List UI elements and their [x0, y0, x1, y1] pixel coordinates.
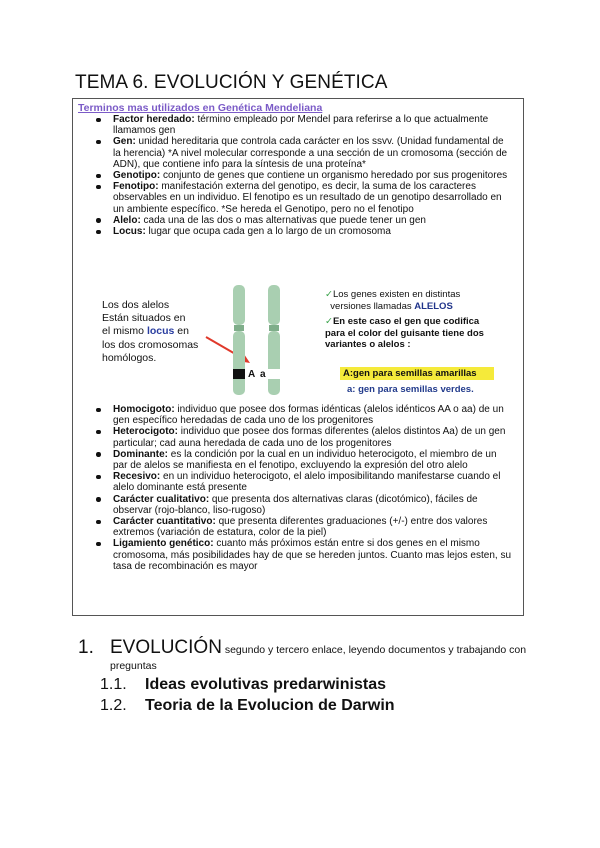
definition-item — [73, 471, 513, 493]
caption-line: ✓En este caso el gen que codifica — [325, 316, 480, 327]
definition-item — [73, 404, 513, 426]
caption-line: para el color del guisante tiene dos — [325, 327, 484, 339]
definition-item — [73, 538, 513, 572]
definition-text: lugar que ocupa cada gen a lo largo de un cromosoma — [145, 226, 391, 238]
page-title: TEMA 6. EVOLUCIÓN Y GENÉTICA — [75, 72, 388, 93]
definition-term: Factor heredado: — [113, 114, 195, 125]
figure-caption-left — [102, 299, 214, 365]
section-number: 1. — [78, 637, 94, 658]
figure-caption-right — [325, 289, 515, 351]
glossary-box — [72, 98, 524, 616]
allele-a-label: a — [260, 369, 266, 380]
definition-text: cuanto más próximos están entre si dos genes en el mismo cromosoma, más posibilidades hay de que se hereden juntos. Cuanto mas lejos esten, su tasa de recombinación es mayor — [113, 538, 512, 572]
definition-item — [73, 516, 513, 538]
definition-text: individuo que posee dos formas diferentes (alelos distintos Aa) de un gen particular; cad auna heredada de cada uno de los progenitores — [113, 426, 506, 449]
caption-line: Están situados en — [102, 312, 186, 325]
definition-term: Fenotipo: — [113, 181, 159, 193]
definition-term: Homocigoto: — [113, 404, 175, 415]
glossary-list-top — [73, 114, 513, 237]
definition-term: Genotipo: — [113, 170, 161, 182]
allele-A-highlight: A:gen para semillas amarillas — [340, 367, 494, 380]
glossary-heading[interactable]: Terminos mas utilizados en Genética Mendeliana — [78, 102, 323, 114]
section-note-continued: preguntas — [110, 660, 157, 672]
glossary-list-bottom — [73, 404, 513, 572]
definition-item — [73, 170, 513, 181]
alelos-word: ALELOS — [414, 300, 453, 312]
definition-text: que presenta diferentes graduaciones (+/-) entre dos valores extremos (variación de estatura, color de la piel) — [113, 516, 488, 539]
definition-text: cada una de las dos o mas alternativas que puede tener un gen — [140, 214, 426, 226]
caption-line: Los dos alelos — [102, 299, 170, 311]
subsection-title: Ideas evolutivas predarwinistas — [145, 676, 386, 693]
definition-text: en un individuo heterocigoto, el alelo imposibilitando manifestarse cuando el alelo dominante está presente — [113, 471, 501, 494]
subsection-number: 1.2. — [100, 697, 127, 714]
definition-text: conjunto de genes que contiene un organismo heredado por sus progenitores — [160, 170, 508, 182]
caption-line: variantes o alelos : — [325, 339, 411, 350]
definition-item — [73, 215, 513, 226]
caption-line: los dos cromosomas — [102, 338, 199, 351]
definition-item — [73, 449, 513, 471]
definition-term: Gen: — [113, 136, 136, 148]
definition-term: Alelo: — [113, 214, 141, 226]
section-note: segundo y tercero enlace, leyendo documentos y trabajando con — [221, 644, 527, 656]
definition-text: unidad hereditaria que controla cada carácter en los ssvv. (Unidad fundamental de la herencia) *A nivel molecular corresponde a una sección de un cromosoma (sección de ADN), que contiene info para la síntesis de una proteína* — [113, 136, 508, 170]
definition-term: Recesivo: — [113, 471, 161, 483]
allele-A-label: A — [248, 369, 256, 380]
caption-line: el mismo locus en — [102, 325, 189, 338]
definition-text: que presenta dos alternativas claras (dicotómico), fáciles de observar (rojo-blanco, liso-rugoso) — [113, 493, 478, 516]
definition-item — [73, 136, 513, 170]
caption-line: ✓Los genes existen en distintas — [325, 289, 461, 300]
chromosome-right — [268, 285, 280, 395]
chromosome-left — [233, 285, 245, 395]
allele-figure — [100, 285, 510, 401]
definition-text: término empleado por Mendel para referirse a lo que actualmente llamamos gen — [113, 114, 489, 137]
definition-text: manifestación externa del genotipo, es decir, la suma de los caracteres observables en un individuo. El fenotipo es un resultado de un genotipo desarrollado en un ambiente específico. *Se hereda el Genotipo, pero no el fenotipo — [113, 181, 502, 215]
definition-item — [73, 114, 513, 136]
check-icon: ✓ — [325, 289, 333, 300]
subsection-heading — [100, 676, 386, 694]
check-icon: ✓ — [325, 316, 333, 327]
arrow-icon — [204, 335, 254, 365]
caption-line: homólogos. — [102, 351, 157, 364]
definition-item — [73, 226, 513, 237]
definition-term: Ligamiento genético: — [113, 538, 214, 550]
subsection-number: 1.1. — [100, 676, 127, 693]
subsection-heading — [100, 697, 395, 715]
definition-term: Carácter cualitativo: — [113, 493, 210, 505]
definition-term: Heterocigoto: — [113, 426, 178, 438]
section-title: EVOLUCIÓN — [110, 637, 222, 658]
definition-term: Dominante: — [113, 448, 168, 460]
locus-word: locus — [146, 325, 175, 338]
section-heading — [78, 637, 526, 659]
definition-text: individuo que posee dos formas idénticas (alelos idénticos AA o aa) de un gen específico heredadas de cada uno de los progenitores — [113, 404, 504, 427]
definition-item — [73, 181, 513, 215]
definition-item — [73, 494, 513, 516]
caption-line: versiones llamadas ALELOS — [330, 300, 453, 312]
definition-term: Locus: — [113, 226, 146, 238]
subsection-title: Teoria de la Evolucion de Darwin — [145, 697, 395, 714]
definition-term: Carácter cuantitativo: — [113, 516, 216, 528]
definition-text: es la condición por la cual en un individuo heterocigoto, el miembro de un par de alelos se manifiesta en el fenotipo, excluyendo la expresión del otro alelo — [113, 448, 497, 472]
definition-item — [73, 426, 513, 448]
allele-a-description: a: gen para semillas verdes. — [347, 384, 474, 395]
